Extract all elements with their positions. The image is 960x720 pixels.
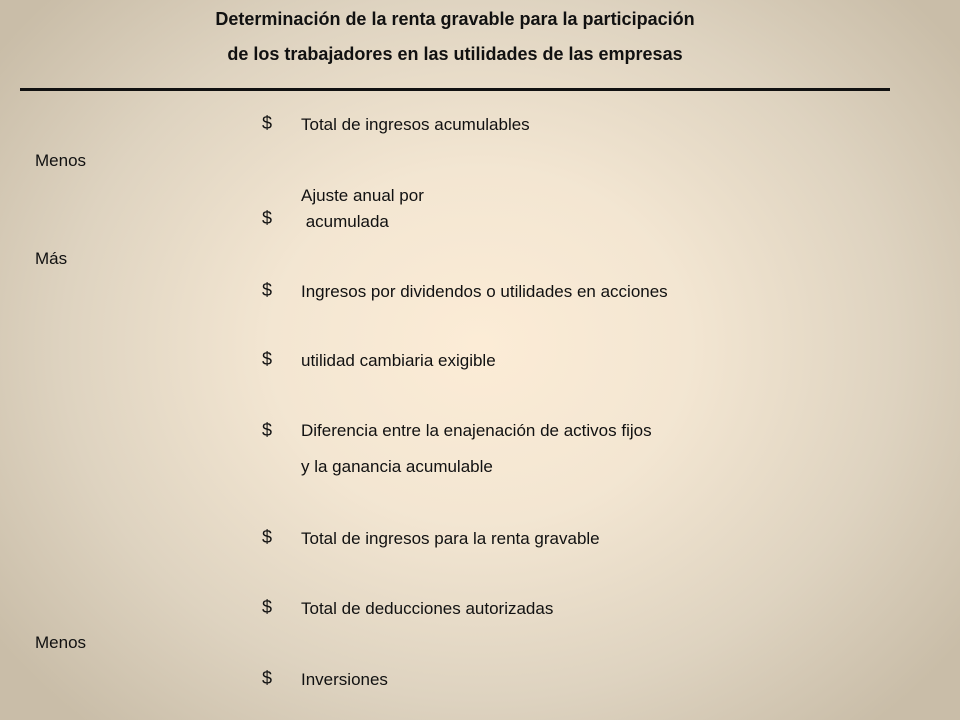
title-line-2: de los trabajadores en las utilidades de las empresas <box>227 44 683 64</box>
dollar-sign: $ <box>262 349 273 369</box>
title-line-1: Determinación de la renta gravable para la participación <box>215 9 695 29</box>
item-total-ingresos-acumulables: Total de ingresos acumulables <box>301 115 530 134</box>
label-mas: Más <box>35 249 68 268</box>
item-ajuste-anual-line-2: acumulada <box>301 212 389 231</box>
dollar-sign: $ <box>262 527 273 547</box>
item-ajuste-anual-line-1: Ajuste anual por <box>301 186 424 205</box>
item-diferencia-line-1: Diferencia entre la enajenación de activos fijos <box>301 421 652 440</box>
item-total-ingresos-renta: Total de ingresos para la renta gravable <box>301 529 600 548</box>
item-utilidad-cambiaria: utilidad cambiaria exigible <box>301 351 496 370</box>
dollar-sign: $ <box>262 113 273 133</box>
item-total-deducciones: Total de deducciones autorizadas <box>301 599 554 618</box>
label-menos: Menos <box>35 151 87 170</box>
label-menos-2: Menos <box>35 633 87 652</box>
dollar-sign: $ <box>262 420 273 440</box>
dollar-sign: $ <box>262 668 273 688</box>
title-divider <box>20 88 890 91</box>
item-ingresos-dividendos: Ingresos por dividendos o utilidades en acciones <box>301 282 668 301</box>
item-inversiones: Inversiones <box>301 670 388 689</box>
dollar-sign: $ <box>262 208 273 228</box>
dollar-sign: $ <box>262 280 273 300</box>
dollar-sign: $ <box>262 597 273 617</box>
item-diferencia-line-2: y la ganancia acumulable <box>301 457 493 476</box>
